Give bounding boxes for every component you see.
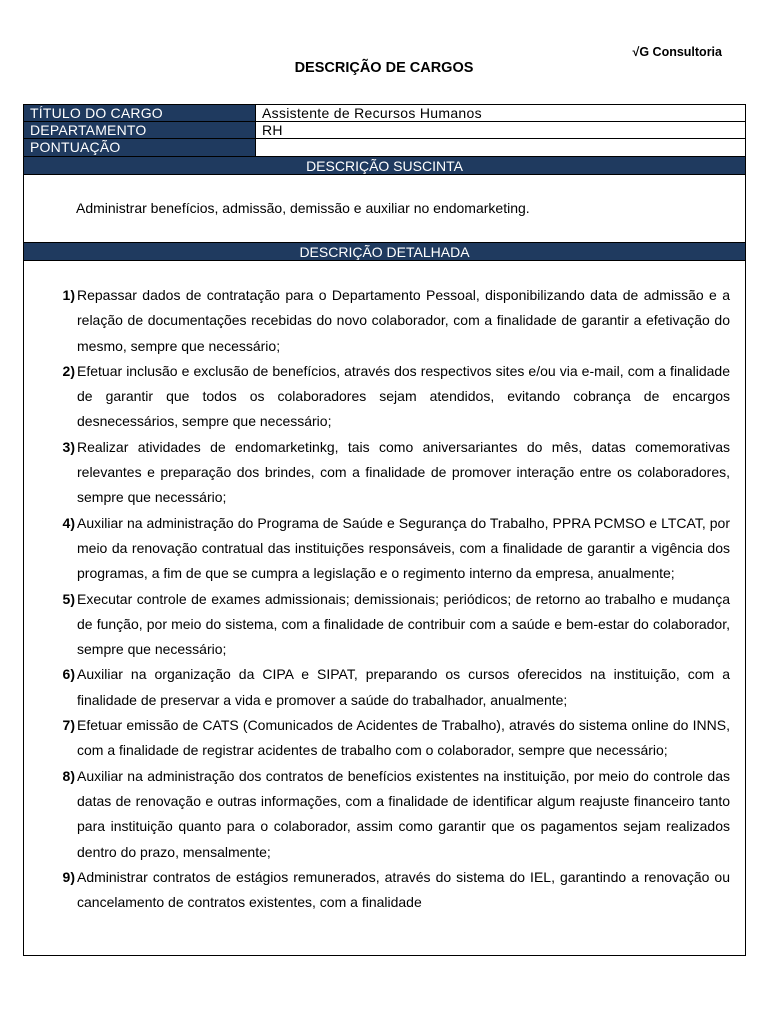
item-number: 8)	[62, 767, 75, 784]
field-value	[256, 139, 745, 156]
list-item	[24, 713, 730, 764]
item-text: Repassar dados de contratação para o Departamento Pessoal, disponibilizando data de admissão e a relação de documentações recebidas do novo colaborador, com a finalidade de garantir a efetivação do mesmo, sempre que necessário;	[77, 287, 730, 354]
item-text: Auxiliar na organização da CIPA e SIPAT, preparando os cursos oferecidos na instituição, com a finalidade de preservar a vida e promover a saúde do trabalhador, anualmente;	[77, 666, 730, 708]
list-item	[24, 435, 730, 511]
summary-text: Administrar benefícios, admissão, demissão e auxiliar no endomarketing.	[76, 200, 530, 216]
item-text: Auxiliar na administração dos contratos de benefícios existentes na instituição, por meio do controle das datas de renovação e outras informações, com a finalidade de identificar algum reajuste financeiro tanto para instituição quanto para o colaborador, assim como garantir que os pagamentos sejam realizados dentro do prazo, mensalmente;	[77, 767, 730, 860]
item-text: Executar controle de exames admissionais; demissionais; periódicos; de retorno ao trabalho e mudança de função, por meio do sistema, com a finalidade de contribuir com a saúde e bem-estar do colaborador, sempre que necessário;	[77, 590, 730, 658]
document-title: DESCRIÇÃO DE CARGOS	[294, 60, 474, 76]
field-row-department	[24, 122, 745, 139]
list-item	[24, 662, 730, 713]
item-number: 4)	[62, 514, 75, 531]
item-number: 1)	[62, 287, 75, 303]
item-number: 9)	[62, 868, 75, 885]
list-item	[24, 865, 730, 916]
item-number: 3)	[62, 438, 75, 455]
item-text: Realizar atividades de endomarketinkg, tais como aniversariantes do mês, datas comemorativas relevantes e preparação dos brindes, com a finalidade de promover interação entre os colaboradores, sempre que necessário;	[77, 438, 730, 506]
field-label: DEPARTAMENTO	[24, 122, 256, 138]
item-text: Efetuar emissão de CATS (Comunicados de Acidentes de Trabalho), através do sistema online do INNS, com a finalidade de registrar acidentes de trabalho com o colaborador, sempre que necessário;	[77, 717, 730, 759]
company-name: √G Consultoria	[632, 45, 722, 59]
field-row-job-title	[24, 105, 745, 122]
details-list	[24, 261, 745, 915]
list-item	[24, 511, 730, 587]
summary-section-header: DESCRIÇÃO SUSCINTA	[24, 156, 745, 175]
field-value: RH	[262, 122, 283, 138]
field-label: TÍTULO DO CARGO	[24, 105, 256, 121]
item-text: Administrar contratos de estágios remunerados, através do sistema do IEL, garantindo a renovação ou cancelamento de contratos existentes, com a finalidade	[77, 868, 730, 911]
field-row-score	[24, 139, 745, 156]
item-text: Auxiliar na administração do Programa de Saúde e Segurança do Trabalho, PPRA PCMSO e LTCAT, por meio da renovação contratual das instituições responsáveis, com a finalidade de garantir a vigência dos programas, a fim de que se cumpra a legislação e o regimento interno da empresa, anualmente;	[77, 514, 730, 582]
item-number: 6)	[62, 666, 75, 683]
list-item	[24, 587, 730, 663]
job-description-form	[23, 104, 746, 956]
item-number: 2)	[62, 362, 75, 379]
field-label: PONTUAÇÃO	[24, 139, 256, 156]
item-number: 5)	[62, 590, 75, 607]
item-number: 7)	[62, 717, 75, 734]
item-text: Efetuar inclusão e exclusão de benefícios, através dos respectivos sites e/ou via e-mail, com a finalidade de garantir que todos os colaboradores sejam atendidos, evitando cobrança de encargos desnecessários, sempre que necessário;	[77, 362, 730, 430]
field-value: Assistente de Recursos Humanos	[262, 105, 482, 121]
list-item	[24, 359, 730, 435]
list-item	[24, 764, 730, 865]
details-section-header: DESCRIÇÃO DETALHADA	[24, 242, 745, 261]
list-item	[24, 283, 730, 359]
